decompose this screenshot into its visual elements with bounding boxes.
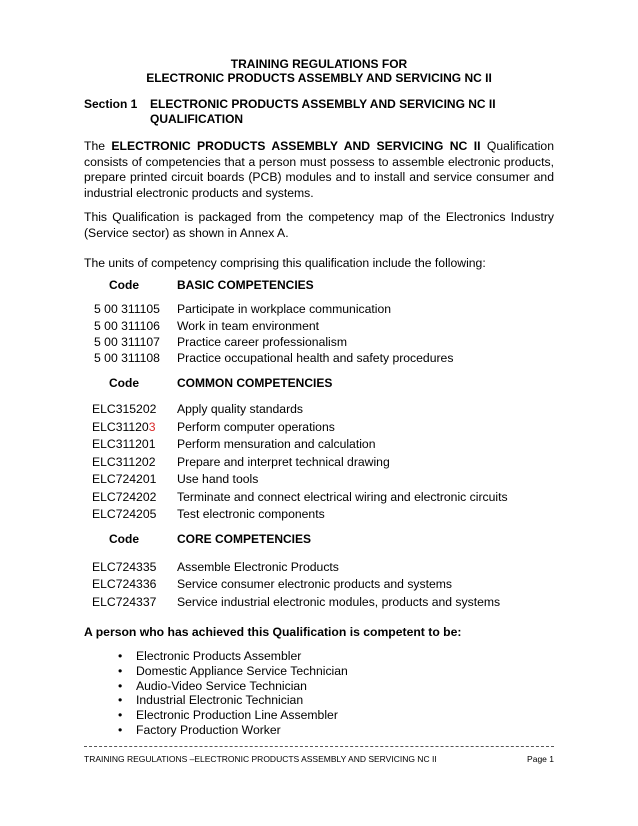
job-titles-list [118,649,348,738]
page-number: Page 1 [527,754,554,764]
list-item [118,649,348,664]
competency-name: Perform computer operations [177,420,335,434]
list-item [118,664,348,679]
section-label: Section 1 [84,97,138,111]
footer-title: TRAINING REGULATIONS –ELECTRONIC PRODUCTS ASSEMBLY AND SERVICING NC II [84,754,437,764]
common-row [0,507,638,524]
bullet-icon: • [118,722,123,737]
common-row [0,455,638,472]
bullet-icon: • [118,663,123,678]
basic-row [0,351,638,368]
common-row [0,437,638,454]
competency-name: Perform mensuration and calculation [177,437,376,451]
core-row [0,577,638,594]
competency-name: Service industrial electronic modules, products and systems [177,595,501,609]
competency-code [92,420,155,434]
competency-name: Practice career professionalism [177,335,348,349]
intro-lead: The [84,139,106,153]
competency-name: Terminate and connect electrical wiring and electronic circuits [177,490,508,504]
competency-code: 5 00 311105 [94,302,160,316]
packaging-paragraph: This Qualification is packaged from the competency map of the Electronics Industry (Service sector) as shown in Annex A. [84,210,554,240]
list-item [118,693,348,708]
competency-code: 5 00 311106 [94,319,160,333]
basic-competencies-header: BASIC COMPETENCIES [177,278,314,292]
list-item-label: Electronic Production Line Assembler [136,708,338,723]
section-title-line2: QUALIFICATION [150,112,244,126]
competency-code: ELC724336 [92,577,157,591]
core-row [0,595,638,612]
list-item [118,723,348,738]
competency-code: ELC311202 [92,455,156,469]
competency-code: 5 00 311108 [94,351,160,365]
common-row [0,490,638,507]
section-title-line1: ELECTRONIC PRODUCTS ASSEMBLY AND SERVICING NC II [150,97,496,111]
bullet-icon: • [118,649,123,663]
basic-row [0,319,638,336]
competency-name: Assemble Electronic Products [177,560,339,574]
intro-paragraph [84,139,554,201]
common-competencies-header: COMMON COMPETENCIES [177,376,333,390]
footer-divider [84,746,554,747]
competency-code-main: ELC31120 [92,420,149,434]
competency-code: ELC315202 [92,402,157,416]
competent-heading: A person who has achieved this Qualification is competent to be: [84,625,462,639]
competency-code: ELC311201 [92,437,156,451]
intro-rest: Qualification consists of competencies that a person must possess to assemble electronic products, prepare printed circuit boards (PCB) modules and to install and service consumer and industrial electronic products and systems. [84,139,554,200]
document-title-line1: TRAINING REGULATIONS FOR [230,57,408,71]
competency-code: ELC724337 [92,595,157,609]
bullet-icon: • [118,678,123,693]
common-row [0,420,638,437]
common-row [0,402,638,419]
competency-code-highlight: 3 [148,420,156,434]
competency-code: 5 00 311107 [94,335,160,349]
competency-code: ELC724201 [92,472,157,486]
basic-row [0,335,638,352]
competency-code: ELC724202 [92,490,157,504]
list-item-label: Factory Production Worker [136,722,281,737]
competency-code: ELC724205 [92,507,157,521]
competency-name: Practice occupational health and safety procedures [177,351,454,365]
basic-row [0,302,638,319]
list-item-label: Electronic Products Assembler [136,649,302,663]
bullet-icon: • [118,693,123,708]
common-code-header: Code [109,376,139,390]
basic-code-header: Code [109,278,139,292]
section-title [150,97,550,127]
competency-name: Work in team environment [177,319,320,333]
list-item-label: Industrial Electronic Technician [136,693,304,708]
list-item [118,679,348,694]
bullet-icon: • [118,708,123,723]
competency-code: ELC724335 [92,560,157,574]
list-item-label: Domestic Appliance Service Technician [136,663,348,678]
core-code-header: Code [109,532,139,546]
list-item-label: Audio-Video Service Technician [136,678,307,693]
common-row [0,472,638,489]
core-row [0,560,638,577]
document-title-line2: ELECTRONIC PRODUCTS ASSEMBLY AND SERVICING NC II [146,71,492,85]
competency-name: Test electronic components [177,507,325,521]
list-item [118,708,348,723]
units-paragraph: The units of competency comprising this qualification include the following: [84,256,486,270]
competency-name: Participate in workplace communication [177,302,392,316]
competency-name: Service consumer electronic products and systems [177,577,453,591]
intro-bold: ELECTRONIC PRODUCTS ASSEMBLY AND SERVICING NC II [111,139,481,153]
competency-name: Prepare and interpret technical drawing [177,455,390,469]
competency-name: Use hand tools [177,472,259,486]
core-competencies-header: CORE COMPETENCIES [177,532,312,546]
competency-name: Apply quality standards [177,402,304,416]
